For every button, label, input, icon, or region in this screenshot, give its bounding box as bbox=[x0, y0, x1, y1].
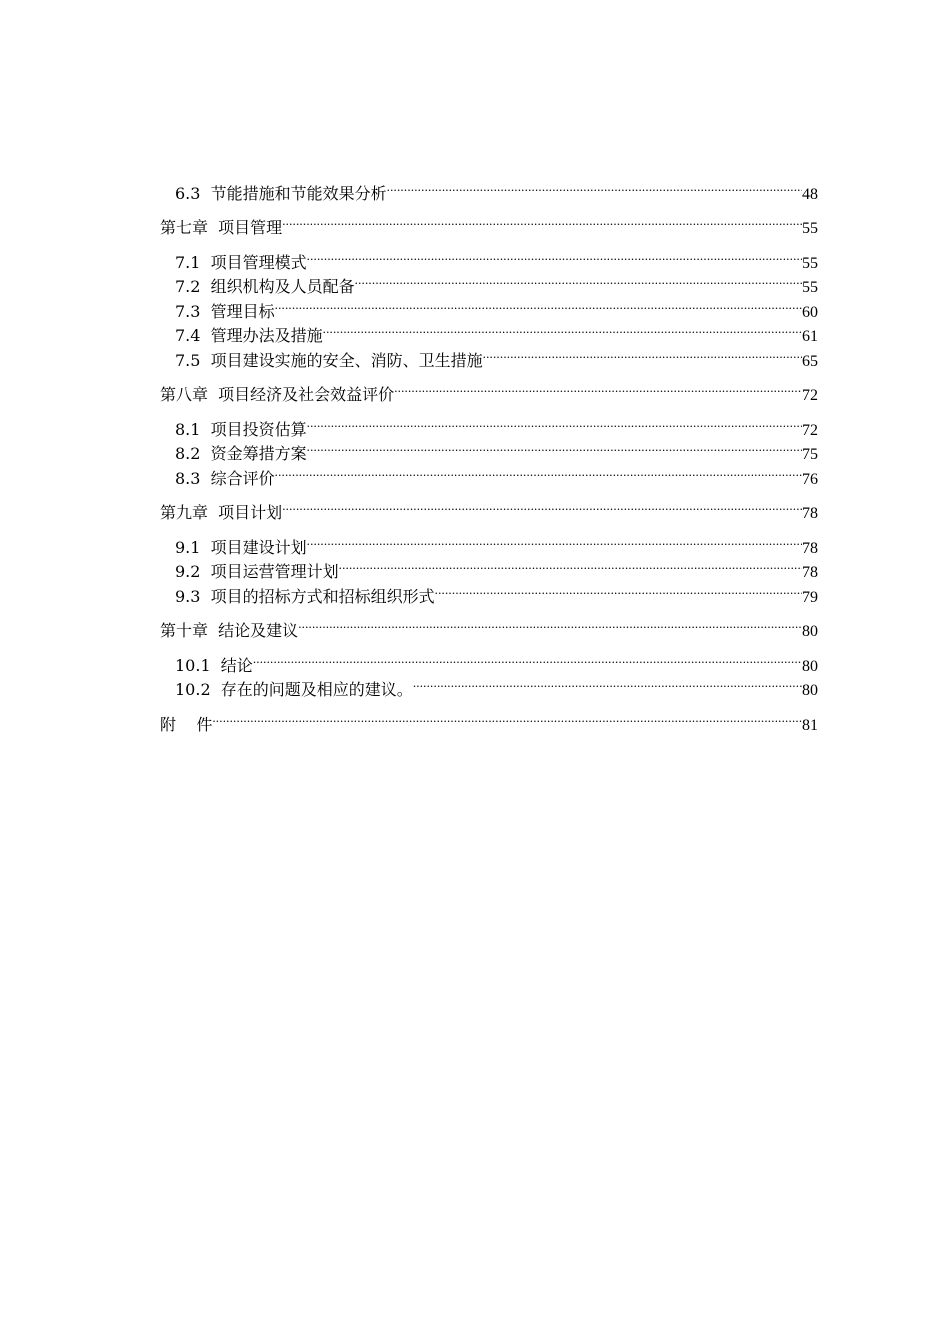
toc-entry[interactable] bbox=[160, 646, 818, 675]
toc-entry-title: 8.1 项目投资估算 bbox=[175, 419, 307, 439]
toc-entry-page: 80 bbox=[802, 682, 818, 699]
toc-entry-title: 7.1 项目管理模式 bbox=[175, 252, 307, 272]
toc-entry-page: 55 bbox=[802, 220, 818, 237]
toc-entry-page: 79 bbox=[802, 588, 818, 606]
toc-entry-title: 7.2 组织机构及人员配备 bbox=[175, 277, 355, 296]
dot-leader bbox=[212, 705, 802, 730]
toc-entry-page: 61 bbox=[802, 328, 818, 345]
dot-leader bbox=[307, 528, 802, 553]
toc-entry[interactable] bbox=[160, 494, 818, 522]
dot-leader bbox=[483, 341, 802, 366]
toc-entry-title: 7.3 管理目标 bbox=[175, 301, 275, 321]
dot-leader bbox=[394, 376, 802, 401]
toc-entry-page: 55 bbox=[802, 254, 818, 272]
table-of-contents bbox=[160, 174, 818, 734]
toc-entry-title: 7.5 项目建设实施的安全、消防、卫生措施 bbox=[175, 350, 483, 370]
toc-entry-page: 48 bbox=[802, 185, 818, 203]
toc-entry-page: 65 bbox=[802, 352, 818, 370]
toc-entry-title: 9.2 项目运营管理计划 bbox=[175, 562, 339, 581]
dot-leader bbox=[435, 577, 802, 602]
dot-leader bbox=[307, 410, 802, 435]
dot-leader bbox=[307, 435, 802, 460]
toc-entry-title: 10.2 存在的问题及相应的建议。 bbox=[175, 680, 413, 699]
toc-entry[interactable] bbox=[160, 376, 818, 404]
toc-entry[interactable] bbox=[160, 612, 818, 640]
toc-entry-page: 78 bbox=[802, 505, 818, 522]
toc-entry[interactable] bbox=[160, 705, 818, 734]
dot-leader bbox=[387, 174, 802, 199]
toc-entry-page: 76 bbox=[802, 470, 818, 488]
toc-entry-title: 第八章 项目经济及社会效益评价 bbox=[160, 385, 395, 404]
toc-entry[interactable] bbox=[160, 243, 818, 272]
toc-entry-page: 80 bbox=[802, 657, 818, 675]
dot-leader bbox=[339, 553, 802, 578]
toc-entry-page: 55 bbox=[802, 279, 818, 296]
dot-leader bbox=[282, 209, 802, 234]
toc-entry-page: 60 bbox=[802, 303, 818, 321]
dot-leader bbox=[413, 671, 802, 696]
toc-entry-page: 72 bbox=[802, 421, 818, 439]
dot-leader bbox=[275, 459, 802, 484]
toc-entry-title: 7.4 管理办法及措施 bbox=[175, 326, 323, 345]
toc-entry-page: 81 bbox=[802, 716, 818, 734]
dot-leader bbox=[355, 268, 802, 293]
toc-entry[interactable] bbox=[160, 671, 818, 699]
toc-entry-title: 10.1 结论 bbox=[175, 655, 253, 675]
toc-entry-title: 6.3 节能措施和节能效果分析 bbox=[175, 183, 387, 203]
toc-entry-page: 72 bbox=[802, 387, 818, 404]
toc-entry[interactable] bbox=[160, 174, 818, 203]
toc-entry-page: 75 bbox=[802, 446, 818, 463]
dot-leader bbox=[307, 243, 802, 268]
dot-leader bbox=[323, 317, 802, 342]
toc-entry-title: 9.1 项目建设计划 bbox=[175, 537, 307, 557]
dot-leader bbox=[275, 292, 802, 317]
toc-entry-title: 第七章 项目管理 bbox=[160, 218, 283, 237]
toc-entry-page: 78 bbox=[802, 564, 818, 581]
toc-entry-title: 8.2 资金筹措方案 bbox=[175, 444, 307, 463]
dot-leader bbox=[253, 646, 802, 671]
toc-entry[interactable] bbox=[160, 528, 818, 557]
dot-leader bbox=[298, 612, 802, 637]
toc-entry-title: 附 件 bbox=[160, 714, 213, 734]
toc-entry[interactable] bbox=[160, 209, 818, 237]
toc-entry[interactable] bbox=[160, 410, 818, 439]
toc-entry-page: 78 bbox=[802, 539, 818, 557]
toc-entry-title: 第九章 项目计划 bbox=[160, 503, 283, 522]
toc-entry-title: 8.3 综合评价 bbox=[175, 468, 275, 488]
dot-leader bbox=[282, 494, 802, 519]
toc-entry-title: 9.3 项目的招标方式和招标组织形式 bbox=[175, 586, 435, 606]
toc-entry-title: 第十章 结论及建议 bbox=[160, 621, 299, 640]
toc-entry-page: 80 bbox=[802, 623, 818, 640]
